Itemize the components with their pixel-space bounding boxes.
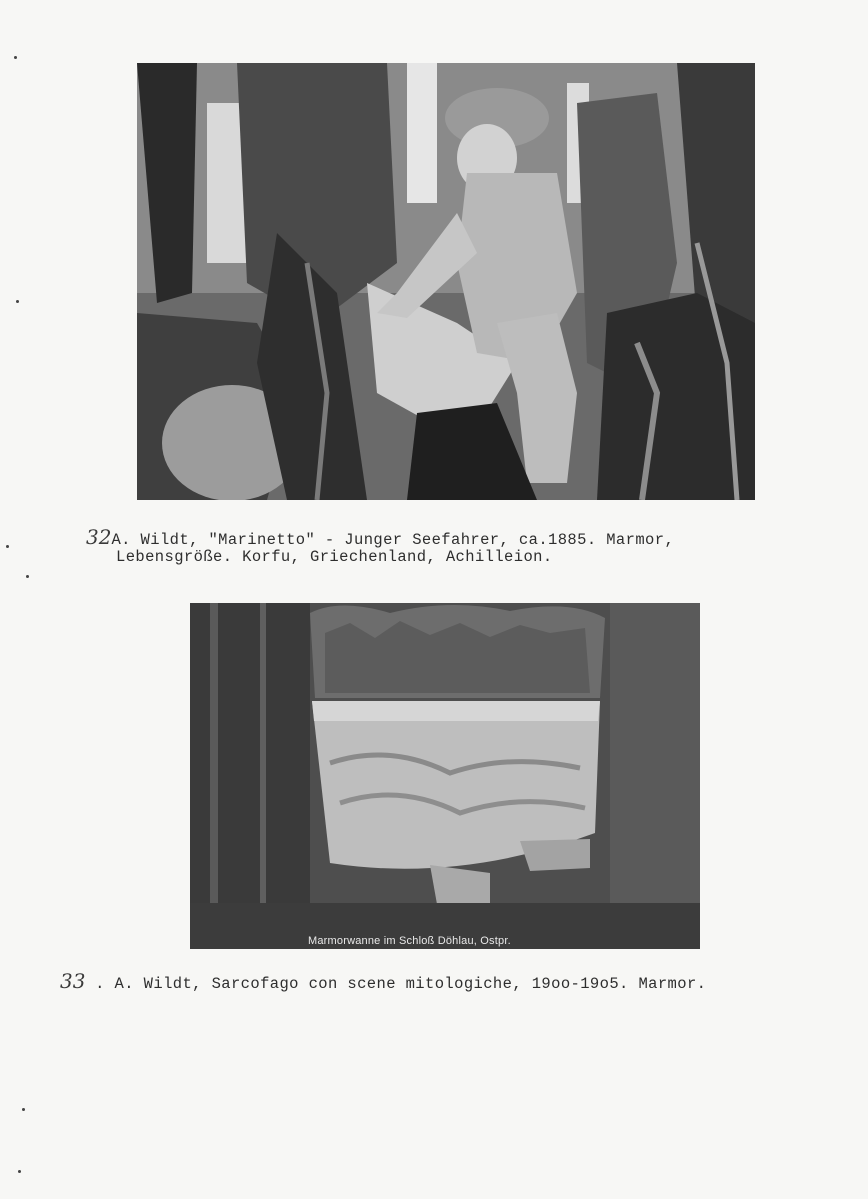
- statue-garden-image: [137, 63, 755, 500]
- scan-speck: [16, 300, 19, 303]
- figure-32-photo: [137, 63, 755, 500]
- figure-33-photo: [190, 603, 700, 949]
- figure-32-caption-text: A. Wildt, "Marinetto" - Junger Seefahrer, ca.1885. Marmor,: [111, 531, 675, 549]
- scan-speck: [26, 575, 29, 578]
- scan-speck: [22, 1108, 25, 1111]
- scan-speck: [14, 56, 17, 59]
- figure-33-photo-label: Marmorwanne im Schloß Döhlau, Ostpr.: [308, 935, 511, 947]
- figure-32-caption-line2: Lebensgröße. Korfu, Griechenland, Achilleion.: [116, 548, 553, 566]
- scan-speck: [18, 1170, 21, 1173]
- figure-33-number: 33: [60, 969, 86, 993]
- scan-speck: [6, 545, 9, 548]
- figure-33-caption: [60, 971, 706, 994]
- sarcophagus-image: [190, 603, 700, 949]
- figure-32-number: 32: [86, 525, 112, 549]
- figure-33-caption-text: . A. Wildt, Sarcofago con scene mitologiche, 19oo-19o5. Marmor.: [95, 975, 707, 993]
